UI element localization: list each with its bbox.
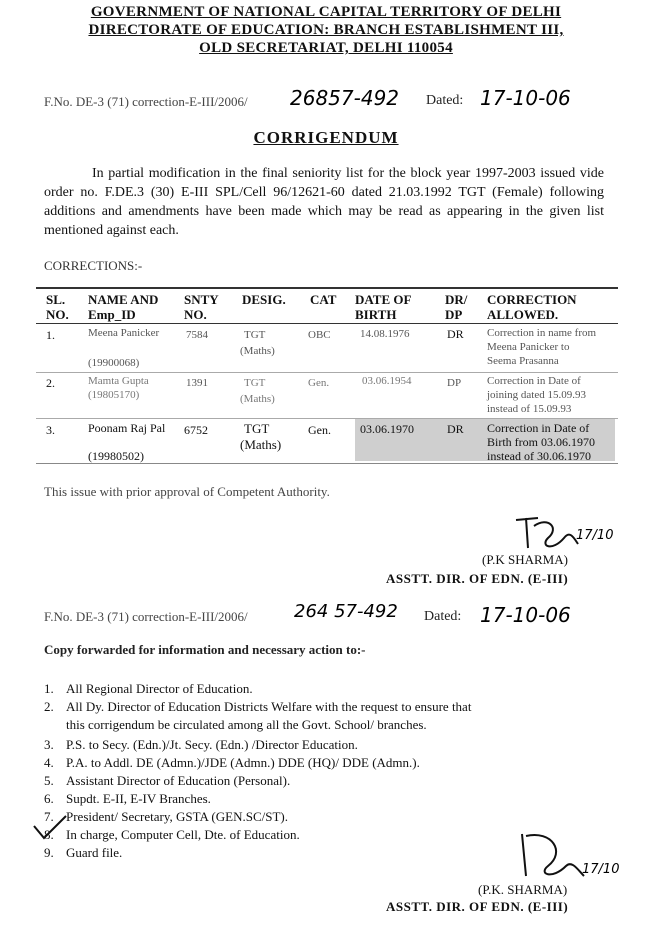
col-header-cat: CAT — [310, 292, 337, 307]
row3-sl: 3. — [46, 423, 55, 437]
distribution-item: 2. All Dy. Director of Education Districts Welfare with the request to ensure that — [44, 699, 472, 714]
row3-dr-dp: DR — [447, 422, 464, 436]
signature-initials-2: 17/10 — [582, 862, 620, 877]
row3-dob: 03.06.1970 — [360, 422, 414, 436]
signatory-name-1: (P.K SHARMA) — [482, 552, 568, 567]
col-header-dr-dp: DR/ DP — [445, 292, 468, 322]
dated-label-2: Dated: — [424, 609, 462, 624]
row2-cat: Gen. — [308, 377, 330, 389]
body-text: In partial modification in the final seniority list for the block year 1997-2003 issued vide order no. F.DE.3 (30) E-III SPL/Cell 96/12621-60 dated 21.03.1992 TGT (Female) following additions and amendments have been made which may be read as appearing in the given list mentioned against each. — [44, 166, 604, 238]
tick-mark-icon — [30, 814, 70, 844]
header-line-3: OLD SECRETARIAT, DELHI 110054 — [199, 40, 453, 56]
col-header-sl-no: SL. NO. — [46, 292, 69, 322]
approval-note: This issue with prior approval of Competent Authority. — [44, 484, 330, 499]
handwritten-dispatch-number-2: 264 57-492 — [294, 601, 398, 622]
distribution-item: 9. Guard file. — [44, 845, 123, 860]
row1-name: Meena Panicker — [88, 327, 160, 339]
row3-name: Poonam Raj Pal — [88, 421, 166, 435]
row1-rule — [36, 372, 618, 373]
col-header-name: NAME AND Emp_ID — [88, 292, 159, 322]
distribution-item: 1. All Regional Director of Education. — [44, 681, 253, 696]
row1-dr-dp: DR — [447, 327, 464, 341]
row2-dr-dp: DP — [447, 377, 462, 389]
file-number-2: F.No. DE-3 (71) correction-E-III/2006/ — [44, 609, 248, 624]
row1-snty: 7584 — [186, 329, 208, 341]
row2-sl: 2. — [46, 376, 55, 390]
row3-subject: (Maths) — [240, 437, 282, 452]
signatory-designation-2: ASSTT. DIR. OF EDN. (E-III) — [386, 899, 569, 914]
header-line-2: DIRECTORATE OF EDUCATION: BRANCH ESTABLISHMENT III, — [88, 22, 564, 38]
distribution-item: 8. In charge, Computer Cell, Dte. of Education. — [44, 827, 300, 842]
handwritten-date: 17-10-06 — [480, 86, 571, 110]
row1-desig: TGT — [244, 329, 266, 341]
row2-dob: 03.06.1954 — [362, 375, 412, 387]
dated-label: Dated: — [426, 93, 464, 108]
signatory-name-2: (P.K. SHARMA) — [478, 882, 568, 897]
row2-snty: 1391 — [186, 377, 208, 389]
row2-correction: Correction in Date of joining dated 15.09.93 instead of 15.09.93 — [487, 375, 586, 415]
col-header-correction: CORRECTION ALLOWED. — [487, 292, 577, 322]
row2-desig: TGT — [244, 377, 266, 389]
table-top-rule — [36, 287, 618, 289]
body-paragraph — [44, 164, 604, 240]
table-bottom-rule — [36, 463, 618, 464]
row3-cat: Gen. — [308, 423, 331, 437]
row1-subject: (Maths) — [240, 345, 275, 357]
col-header-snty: SNTY NO. — [184, 292, 219, 322]
table-header-rule — [36, 323, 618, 324]
row2-name: Mamta Gupta — [88, 375, 149, 387]
row1-dob: 14.08.1976 — [360, 328, 410, 340]
distribution-item: this corrigendum be circulated among all the Govt. School/ branches. — [66, 717, 427, 732]
distribution-item: 5. Assistant Director of Education (Personal). — [44, 773, 291, 788]
handwritten-date-2: 17-10-06 — [480, 603, 571, 627]
copy-forwarded-heading: Copy forwarded for information and necessary action to:- — [44, 642, 366, 657]
signatory-designation-1: ASSTT. DIR. OF EDN. (E-III) — [386, 571, 569, 586]
distribution-item: 6. Supdt. E-II, E-IV Branches. — [44, 791, 211, 806]
handwritten-dispatch-number: 26857-492 — [290, 86, 400, 110]
col-header-desig: DESIG. — [242, 292, 286, 307]
row1-correction: Correction in name from Meena Panicker to Seema Prasanna — [487, 327, 597, 367]
row2-subject: (Maths) — [240, 393, 275, 405]
row3-emp-id: (19980502) — [88, 449, 144, 463]
row1-cat: OBC — [308, 329, 331, 341]
row3-desig: TGT — [244, 421, 270, 436]
header-line-1: GOVERNMENT OF NATIONAL CAPITAL TERRITORY OF DELHI — [90, 4, 562, 20]
document-title: CORRIGENDUM — [253, 128, 399, 147]
file-number: F.No. DE-3 (71) correction-E-III/2006/ — [44, 94, 248, 109]
row2-emp-id: (19805170) — [88, 389, 140, 401]
distribution-item: 3. P.S. to Secy. (Edn.)/Jt. Secy. (Edn.) /Director Education. — [44, 737, 358, 752]
row1-sl: 1. — [46, 328, 55, 342]
row3-correction: Correction in Date of Birth from 03.06.1970 instead of 30.06.1970 — [487, 421, 595, 463]
distribution-item: 4. P.A. to Addl. DE (Admn.)/JDE (Admn.) DDE (HQ)/ DDE (Admn.). — [44, 755, 420, 770]
corrections-label: CORRECTIONS:- — [44, 258, 143, 273]
row1-emp-id: (19900068) — [88, 357, 140, 369]
row3-snty: 6752 — [184, 423, 208, 437]
signature-initials-1: 17/10 — [576, 528, 614, 543]
distribution-item: 7. President/ Secretary, GSTA (GEN.SC/ST). — [44, 809, 288, 824]
col-header-dob: DATE OF BIRTH — [355, 292, 411, 322]
